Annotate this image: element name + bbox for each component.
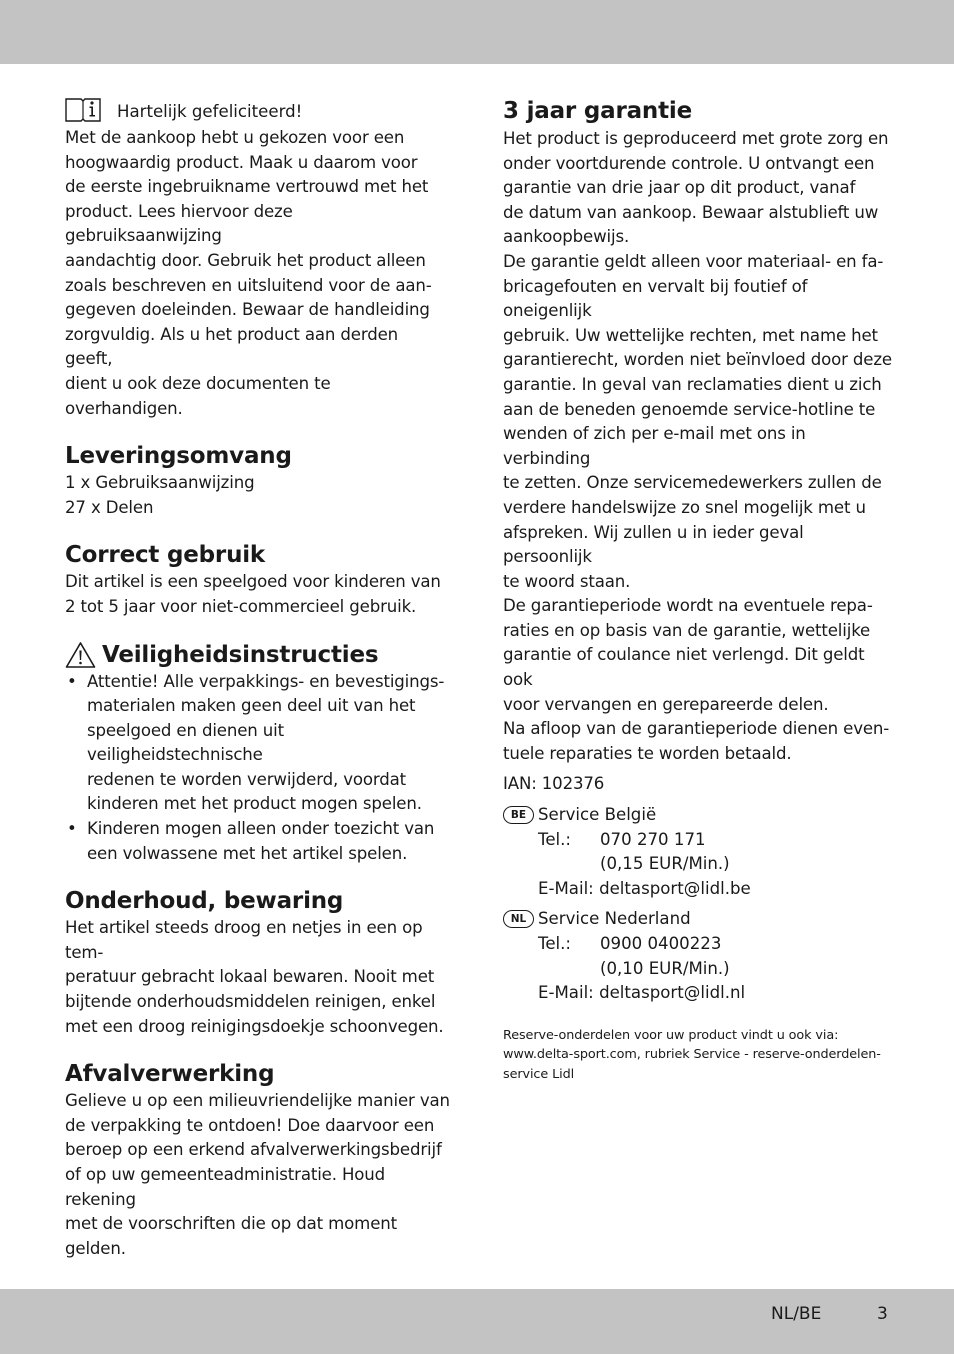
usage-text: Dit artikel is een speelgoed voor kinderen van 2 tot 5 jaar voor niet-commercieel gebruik. <box>65 572 441 616</box>
intro-text: Met de aankoop hebt u gekozen voor een hoogwaardig product. Maak u daarom voor de eerste ingebruikname vertrouwd met het product. Lees hiervoor deze gebruiksaanwijzing aandachtig door. Gebruik het product alleen zoals beschreven en uitsluitend voor de aan- gegeven doeleinden. Bewaar de handleiding zorgvuldig. Als u het product aan derden geeft, dient u ook deze documenten te overhandigen. <box>65 128 432 418</box>
tel-label: Tel.: <box>538 934 572 953</box>
intro-heading <box>65 96 450 126</box>
info-book-icon <box>65 96 101 122</box>
service-belgium <box>503 803 895 901</box>
tel-label: Tel.: <box>538 829 572 849</box>
page-number: 3 <box>877 1304 888 1324</box>
header-band <box>0 0 954 64</box>
email-label: E-Mail: <box>538 983 594 1003</box>
safety-list <box>65 670 450 867</box>
list-item: • Kinderen mogen alleen onder toezicht van een volwassene met het artikel spelen. <box>65 817 450 866</box>
call-rate: (0,10 EUR/Min.) <box>600 958 730 978</box>
list-item: • Attentie! Alle verpakkings- en bevestigings- materialen maken geen deel uit van het speelgoed en dienen uit veiligheidstechnische redenen te worden verwijderd, voordat kinderen met het product mogen spelen. <box>65 670 450 818</box>
service-title: Service België <box>538 805 657 825</box>
ian-number: IAN: 102376 <box>503 774 605 794</box>
safety-heading <box>65 640 450 670</box>
email-address: deltasport@lidl.be <box>599 878 751 898</box>
spare-parts-note: Reserve-onderdelen voor uw product vindt u ook via: www.delta-sport.com, rubriek Service - reserve-onderdelen- service Lidl <box>503 1027 881 1082</box>
country-badge-nl: NL <box>503 910 534 928</box>
scope-item: 1 x Gebruiksaanwijzing <box>65 473 255 493</box>
footer-language: NL/BE <box>771 1304 822 1324</box>
warning-triangle-icon <box>65 641 96 669</box>
warranty-paragraph: Het product is geproduceerd met grote zorg en onder voortdurende controle. U ontvangt een garantie van drie jaar op dit product, vanaf de datum van aankoop. Bewaar alstublieft uw aankoopbewijs. <box>503 129 889 247</box>
call-rate: (0,15 EUR/Min.) <box>600 854 730 874</box>
maintenance-text: Het artikel steeds droog en netjes in een op tem- peratuur gebracht lokaal bewaren. Nooit met bijtende onderhoudsmiddelen reinigen, enkel met een droog reinigingsdoekje schoonvegen. <box>65 918 444 1036</box>
scope-heading: Leveringsomvang <box>65 443 292 470</box>
usage-heading: Correct gebruik <box>65 542 266 569</box>
warranty-heading: 3 jaar garantie <box>503 98 692 124</box>
maintenance-heading: Onderhoud, bewaring <box>65 888 344 915</box>
safety-heading-text: Veiligheidsinstructies <box>102 641 379 668</box>
email-address: deltasport@lidl.nl <box>599 983 746 1003</box>
country-badge-be: BE <box>503 806 534 824</box>
intro-title: Hartelijk gefeliciteerd! <box>117 101 303 121</box>
warranty-paragraph: De garantie geldt alleen voor materiaal- en fa- bricagefouten en vervalt bij foutief of oneigenlijk gebruik. Uw wettelijke rechten, met name het garantierecht, worden niet beïnvloed door deze garantie. In geval van reclamaties dient u zich aan de beneden genoemde service-hotline te wenden of zich per e-mail met ons in verbinding te zetten. Onze servicemedewerkers zullen de verdere handelswijze zo snel mogelijk met u afspreken. Wij zullen u in ieder geval persoonlijk te woord staan. <box>503 251 892 591</box>
warranty-paragraph: Na afloop van de garantieperiode dienen even- tuele reparaties te worden betaald. <box>503 719 890 763</box>
right-column <box>503 96 895 1084</box>
service-title: Service Nederland <box>538 909 691 929</box>
disposal-text: Gelieve u op een milieuvriendelijke manier van de verpakking te ontdoen! Doe daarvoor een beroep op een erkend afvalverwerkingsbedrijf of op uw gemeenteadministratie. Houd rekening met de voorschriften die op dat moment gelden. <box>65 1091 450 1258</box>
left-column <box>65 96 450 1261</box>
phone-number: 0900 0400223 <box>600 934 722 953</box>
service-netherlands <box>503 907 895 1005</box>
scope-item: 27 x Delen <box>65 497 154 517</box>
email-label: E-Mail: <box>538 878 594 898</box>
disposal-heading: Afvalverwerking <box>65 1061 275 1088</box>
phone-number: 070 270 171 <box>600 829 706 849</box>
warranty-paragraph: De garantieperiode wordt na eventuele repa- raties en op basis van de garantie, wettelijke garantie of coulance niet verlengd. Dit geldt ook voor vervangen en gerepareerde delen. <box>503 596 873 714</box>
